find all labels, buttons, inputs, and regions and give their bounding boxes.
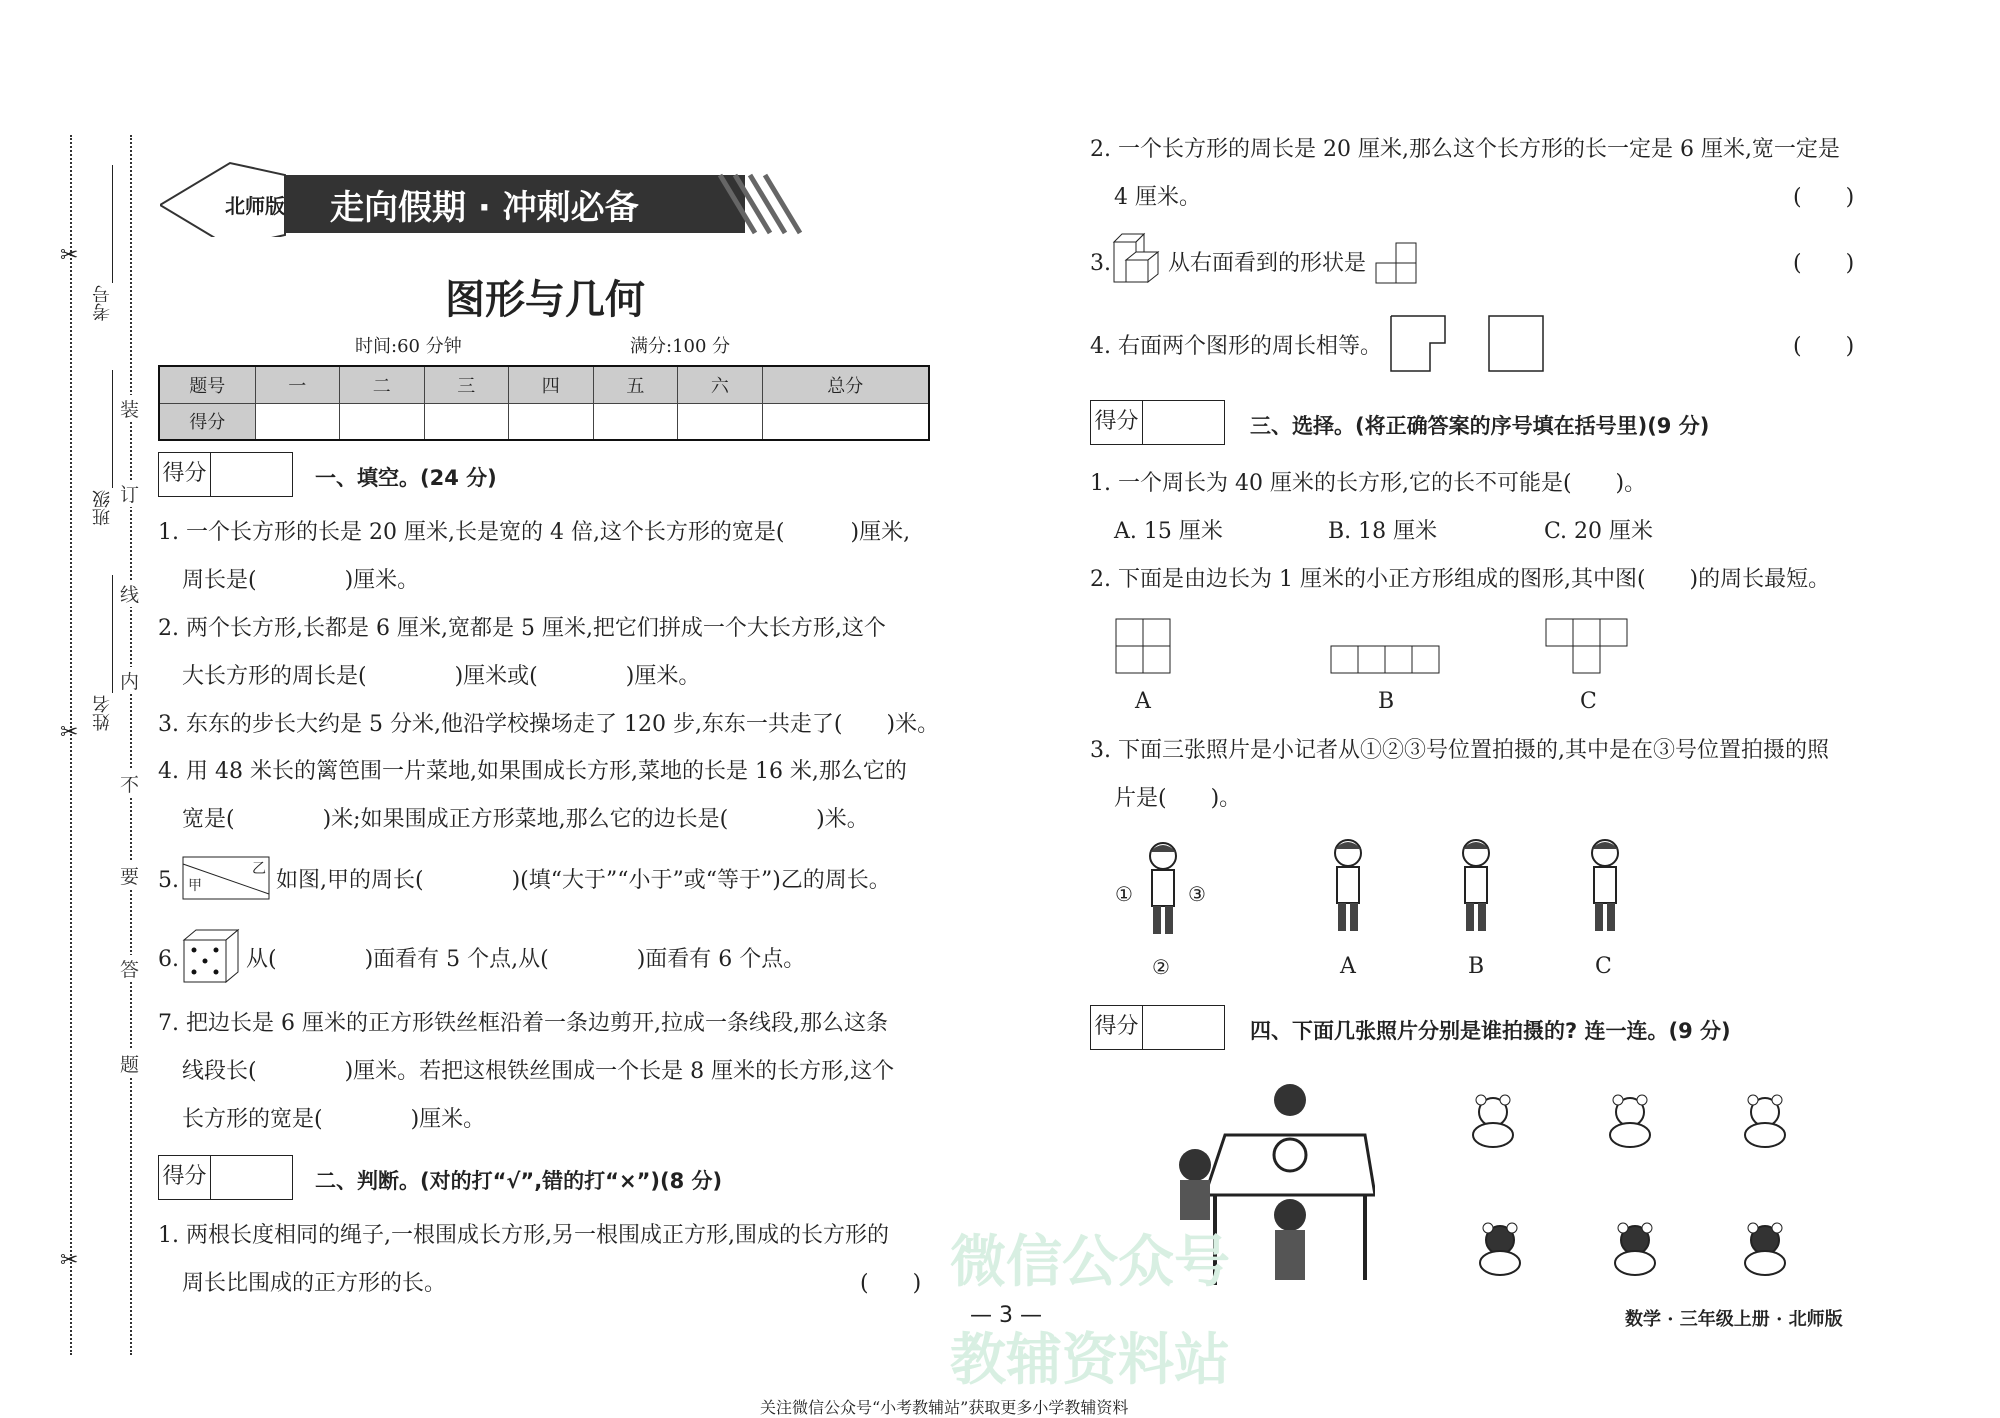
child-photo-1	[1470, 1218, 1530, 1278]
photo-label: B	[1468, 954, 1485, 979]
score-box-label: 得分	[159, 453, 211, 496]
header-cell: 一	[255, 366, 340, 403]
row-label: 得分	[159, 403, 255, 440]
figure-label: A	[1135, 689, 1151, 714]
score-cell[interactable]	[678, 403, 763, 440]
question-line: 片是( )。	[1114, 786, 1242, 811]
bear-photo-1	[1463, 1090, 1523, 1150]
question-line: 1. 一个长方形的长是 20 厘米,长是宽的 4 倍,这个长方形的宽是( )厘米,	[158, 520, 911, 545]
photo-label: C	[1595, 954, 1612, 979]
question-line: 宽是( )米;如果围成正方形菜地,那么它的边长是( )米。	[182, 807, 869, 832]
child-photo-2	[1605, 1218, 1665, 1278]
question-line: 周长比围成的正方形的长。	[182, 1271, 447, 1296]
class-label: 班级	[92, 490, 113, 526]
score-box-label: 得分	[159, 1156, 211, 1199]
figure-label: 甲	[188, 878, 202, 894]
score-cell[interactable]	[762, 403, 929, 440]
header-cell: 五	[593, 366, 678, 403]
page-number: — 3 —	[970, 1303, 1042, 1328]
question-line: 线段长( )厘米。若把这根铁丝围成一个长是 8 厘米的长方形,这个	[182, 1059, 895, 1084]
book-title: 数学 · 三年级上册 · 北师版	[1625, 1309, 1843, 1330]
score-box[interactable]	[158, 1155, 293, 1200]
question-line: 从右面看到的形状是	[1168, 251, 1367, 276]
dice-figure	[182, 928, 240, 984]
answer-paren[interactable]: ( )	[1793, 251, 1855, 276]
score-cell[interactable]	[509, 403, 594, 440]
option-b[interactable]: B. 18 厘米	[1328, 519, 1438, 544]
time-limit: 时间:60 分钟	[355, 336, 462, 357]
question-line: 周长是( )厘米。	[182, 568, 420, 593]
question-line: 1. 两根长度相同的绳子,一根围成长方形,另一根围成正方形,围成的长方形的	[158, 1223, 889, 1248]
score-cell[interactable]	[593, 403, 678, 440]
question-line: 长方形的宽是( )厘米。	[182, 1107, 486, 1132]
score-box[interactable]	[1090, 1005, 1225, 1050]
photo-c-illustration	[1585, 835, 1625, 940]
figure-label: C	[1580, 689, 1597, 714]
position-label: ①	[1115, 882, 1133, 906]
binding-char: 不	[120, 770, 139, 797]
score-cell[interactable]	[340, 403, 425, 440]
section-title: 二、判断。(对的打“√”,错的打“×”)(8 分)	[315, 1169, 723, 1193]
header-cell: 六	[678, 366, 763, 403]
position-label: ③	[1188, 882, 1206, 906]
question-line: 2. 一个长方形的周长是 20 厘米,那么这个长方形的长一定是 6 厘米,宽一定是	[1090, 137, 1840, 162]
banner-slogan: 走向假期 · 冲刺必备	[330, 188, 639, 228]
question-line: 4. 右面两个图形的周长相等。	[1090, 334, 1382, 359]
question-line: 从( )面看有 5 个点,从( )面看有 6 个点。	[246, 947, 806, 972]
figure-label: 乙	[252, 861, 266, 877]
question-line: 3. 下面三张照片是小记者从①②③号位置拍摄的,其中是在③号位置拍摄的照	[1090, 738, 1829, 763]
score-box-label: 得分	[1091, 1006, 1143, 1049]
bear-photo-2	[1600, 1090, 1660, 1150]
figure-a	[1115, 618, 1171, 674]
answer-paren[interactable]: ( )	[1793, 334, 1855, 359]
photo-b-illustration	[1456, 835, 1496, 940]
header-cell: 总分	[762, 366, 929, 403]
photo-label: A	[1340, 954, 1356, 979]
section-title: 四、下面几张照片分别是谁拍摄的? 连一连。(9 分)	[1250, 1019, 1731, 1043]
option-a[interactable]: A. 15 厘米	[1114, 519, 1223, 544]
question-line: 1. 一个周长为 40 厘米的长方形,它的长不可能是( )。	[1090, 471, 1647, 496]
question-line: 4. 用 48 米长的篱笆围一片菜地,如果围成长方形,菜地的长是 16 米,那么它的	[158, 759, 907, 784]
scissors-icon: ✂	[60, 720, 79, 745]
figure-label: B	[1378, 689, 1395, 714]
binding-char: 订	[120, 480, 139, 507]
scissors-icon: ✂	[60, 1248, 79, 1273]
question-number: 3.	[1090, 251, 1111, 276]
binding-char: 要	[120, 862, 139, 889]
question-line: 3. 东东的步长大约是 5 分米,他沿学校操场走了 120 步,东东一共走了( )米。	[158, 712, 940, 737]
exam-no-field[interactable]	[112, 165, 113, 283]
binding-char: 线	[120, 580, 139, 607]
rectangle-figure	[1488, 315, 1544, 373]
question-line: 2. 两个长方形,长都是 6 厘米,宽都是 5 厘米,把它们拼成一个大长方形,这个	[158, 616, 886, 641]
cubes-figure	[1112, 232, 1168, 286]
question-line: 7. 把边长是 6 厘米的正方形铁丝框沿着一条边剪开,拉成一条线段,那么这条	[158, 1011, 888, 1036]
score-box[interactable]	[158, 452, 293, 497]
l-shape-figure	[1390, 315, 1450, 373]
header-cell: 二	[340, 366, 425, 403]
bear-photo-3	[1735, 1090, 1795, 1150]
watermark: 教辅资料站	[950, 1328, 1230, 1393]
question-line: 4 厘米。	[1114, 185, 1201, 210]
header-cell: 四	[509, 366, 594, 403]
edition-label: 北师版	[225, 194, 285, 218]
page-title: 图形与几何	[445, 277, 645, 323]
full-score: 满分:100 分	[630, 336, 731, 357]
header-cell: 题号	[159, 366, 255, 403]
name-field[interactable]	[112, 575, 113, 693]
score-box[interactable]	[1090, 400, 1225, 445]
name-label: 姓名	[92, 695, 113, 731]
score-cell[interactable]	[424, 403, 509, 440]
question-line: 2. 下面是由边长为 1 厘米的小正方形组成的图形,其中图( )的周长最短。	[1090, 567, 1831, 592]
binding-char: 装	[120, 395, 139, 422]
scissors-icon: ✂	[60, 243, 79, 268]
answer-paren[interactable]: ( )	[860, 1271, 922, 1296]
footer-note: 关注微信公众号“小考教辅站”获取更多小学教辅资料	[760, 1398, 1129, 1417]
header-cell: 三	[424, 366, 509, 403]
score-table	[158, 365, 930, 441]
binding-char: 内	[120, 667, 139, 694]
section-title: 一、填空。(24 分)	[315, 466, 497, 490]
class-field[interactable]	[112, 370, 113, 488]
figure-b	[1330, 645, 1442, 675]
exam-no-label: 考号	[92, 285, 113, 321]
score-box-label: 得分	[1091, 401, 1143, 444]
child-illustration	[1143, 838, 1183, 943]
question-number: 6.	[158, 947, 179, 972]
watermark: 微信公众号	[950, 1230, 1230, 1295]
figure-c	[1545, 618, 1629, 674]
binding-char: 答	[120, 955, 139, 982]
child-photo-3	[1735, 1218, 1795, 1278]
question-line: 大长方形的周长是( )厘米或( )厘米。	[182, 664, 701, 689]
answer-paren[interactable]: ( )	[1793, 185, 1855, 210]
score-cell[interactable]	[255, 403, 340, 440]
question-line: 如图,甲的周长( )(填“大于”“小于”或“等于”)乙的周长。	[276, 868, 891, 893]
binding-char: 题	[120, 1050, 139, 1077]
photo-a-illustration	[1328, 835, 1368, 940]
position-label: ②	[1152, 955, 1170, 979]
side-view-figure	[1375, 242, 1419, 284]
option-c[interactable]: C. 20 厘米	[1544, 519, 1654, 544]
question-number: 5.	[158, 868, 179, 893]
section-title: 三、选择。(将正确答案的序号填在括号里)(9 分)	[1250, 414, 1710, 438]
